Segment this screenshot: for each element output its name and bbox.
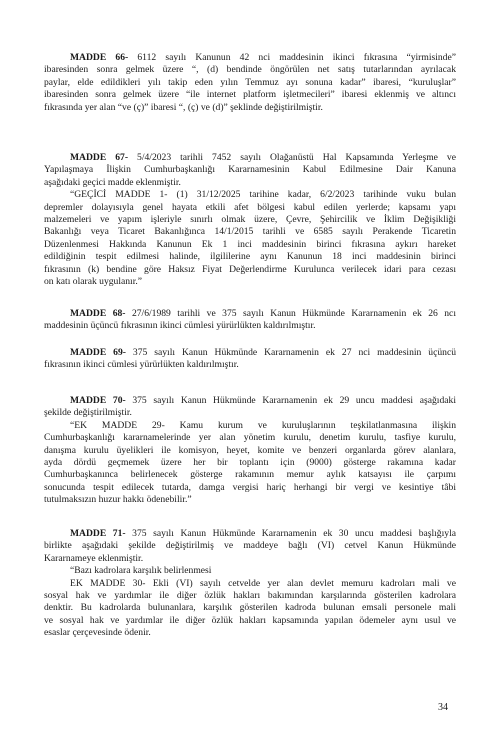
text-line: Cumhurbaşkanınca belirlenecek gösterge rakamının memur aylık katsayısı ile çarpımı	[44, 469, 456, 481]
text-line: ibaresinden sonra gelmek üzere “ile internet platform işletmecileri” ibaresi eklenmiş ve altıncı	[44, 89, 456, 101]
text-line: MADDE 67- 5/4/2023 tarihli 7452 sayılı Olağanüstü Hal Kapsamında Yerleşme ve	[70, 152, 456, 163]
text-line: on katı olarak uygulanır.”	[44, 276, 143, 288]
text-line: depremler dolayısıyla genel hayata etkili afet bölgesi kabul edilen yerlerde; kapsamı yapı	[44, 201, 456, 213]
article-67	[44, 152, 456, 288]
article-70	[44, 395, 456, 507]
text-line: ibaresinden sonra gelmek üzere “, (d) bendinde öngörülen net satış tutarlarından ayrılacak	[44, 64, 456, 76]
article-71	[44, 528, 456, 640]
article-69	[44, 347, 456, 372]
text-line: MADDE 71- 375 sayılı Kanun Hükmünde Kararnamenin ek 30 uncu maddesi başlığıyla	[70, 528, 456, 539]
text-line: birlikte aşağıdaki şekilde değiştirilmiş ve maddeye bağlı (VI) cetvel Kanun Hükmünde	[44, 540, 456, 552]
article-heading: MADDE 67-	[70, 152, 129, 163]
text-line: ayda dördü geçmemek üzere her bir toplantı için (9000) gösterge rakamına kadar	[44, 457, 456, 469]
text-line: tutulmaksızın huzur hakkı ödenebilir.”	[44, 494, 192, 506]
text-line: MADDE 68- 27/6/1989 tarihli ve 375 sayılı Kanun Hükmünde Kararnamenin ek 26 ncı	[70, 308, 456, 319]
article-heading: MADDE 71-	[70, 528, 126, 539]
text-line: MADDE 66- 6112 sayılı Kanunun 42 nci maddesinin ikinci fıkrasına “yirmisinde”	[70, 52, 456, 63]
text-line: fıkrasının (k) bendine göre Haksız Fiyat Değerlendirme Kurulunca verilecek idari para cezası	[44, 263, 456, 275]
text-line: şekilde değiştirilmiştir.	[44, 407, 132, 419]
text-line: fıkrasında yer alan “ve (ç)” ibaresi “, (ç) ve (d)” şeklinde değiştirilmiştir.	[44, 101, 323, 113]
article-68	[44, 308, 456, 333]
article-heading: MADDE 66-	[70, 52, 129, 63]
text-line: sonucunda tespit edilecek tutarda, damga vergisi hariç herhangi bir vergi ve kesintiye tâbi	[44, 481, 456, 493]
text-line: aşağıdaki geçici madde eklenmiştir.	[44, 176, 181, 188]
article-66	[44, 52, 456, 114]
text-line: fıkrasının ikinci cümlesi yürürlükten kaldırılmıştır.	[44, 359, 239, 371]
text-line: maddesinin üçüncü fıkrasının ikinci cümlesi yürürlükten kaldırılmıştır.	[44, 320, 316, 332]
text-line: Yapılaşmaya İlişkin Cumhurbaşkanlığı Kararnamesinin Kabul Edilmesine Dair Kanuna	[44, 164, 456, 176]
article-heading: MADDE 69-	[70, 347, 126, 358]
text-line: Düzenlenmesi Hakkında Kanunun Ek 1 inci maddesinin birinci fıkrasına aykırı hareket	[44, 238, 456, 250]
text-line: Bakanlığı veya Ticaret Bakanlığınca 14/1/2015 tarihli ve 6585 sayılı Perakende Ticaretin	[44, 226, 456, 238]
text-line: Kararnameye eklenmiştir.	[44, 552, 144, 564]
text-line: paylar, elde edildikleri yılı takip eden yılın Temmuz ayı sonuna kadar” ibaresi, “kuruluşlar”	[44, 76, 456, 88]
article-heading: MADDE 68-	[70, 308, 126, 319]
page-number: 34	[438, 702, 448, 713]
text-line: MADDE 69- 375 sayılı Kanun Hükmünde Kararnamenin ek 27 nci maddesinin üçüncü	[70, 347, 456, 358]
text-line: denktir. Bu kadrolarda bulunanlara, karşılık gösterilen kadroda bulunan emsali personele mali	[44, 602, 456, 614]
text-line: MADDE 70- 375 sayılı Kanun Hükmünde Kararnamenin ek 29 uncu maddesi aşağıdaki	[70, 395, 456, 406]
text-line: EK MADDE 30- Ekli (VI) sayılı cetvelde yer alan devlet memuru kadroları mali ve	[70, 577, 456, 589]
text-line: malzemeleri ve yapım işleriyle sınırlı olmak üzere, Çevre, Şehircilik ve İklim Değişikliği	[44, 214, 456, 226]
text-line: “GEÇİCİ MADDE 1- (1) 31/12/2025 tarihine kadar, 6/2/2023 tarihinde vuku bulan	[70, 189, 456, 201]
text-line: “EK MADDE 29- Kamu kurum ve kuruluşlarının teşkilatlanmasına ilişkin	[70, 419, 456, 431]
text-line: sosyal hak ve yardımlar ile diğer özlük hakları bakımından karşılarında gösterilen kadrolara	[44, 590, 456, 602]
text-line: Cumhurbaşkanlığı kararnamelerinde yer alan yönetim kurulu, denetim kurulu, tasfiye kurulu,	[44, 432, 456, 444]
article-heading: MADDE 70-	[70, 395, 126, 406]
text-line: edildiğinin tespit edilmesi halinde, ilgililerine aynı Kanunun 18 inci maddesinin birinci	[44, 251, 456, 263]
text-line: danışma kurulu üyelikleri ile komisyon, heyet, komite ve benzeri organlarda görev alanlara,	[44, 444, 456, 456]
text-line: esaslar çerçevesinde ödenir.	[44, 627, 151, 639]
text-line: “Bazı kadrolara karşılık belirlenmesi	[70, 565, 212, 577]
text-line: ve sosyal hak ve yardımlar ile diğer özlük hakları kapsamında yapılan ödemeler aynı usul ve	[44, 614, 456, 626]
